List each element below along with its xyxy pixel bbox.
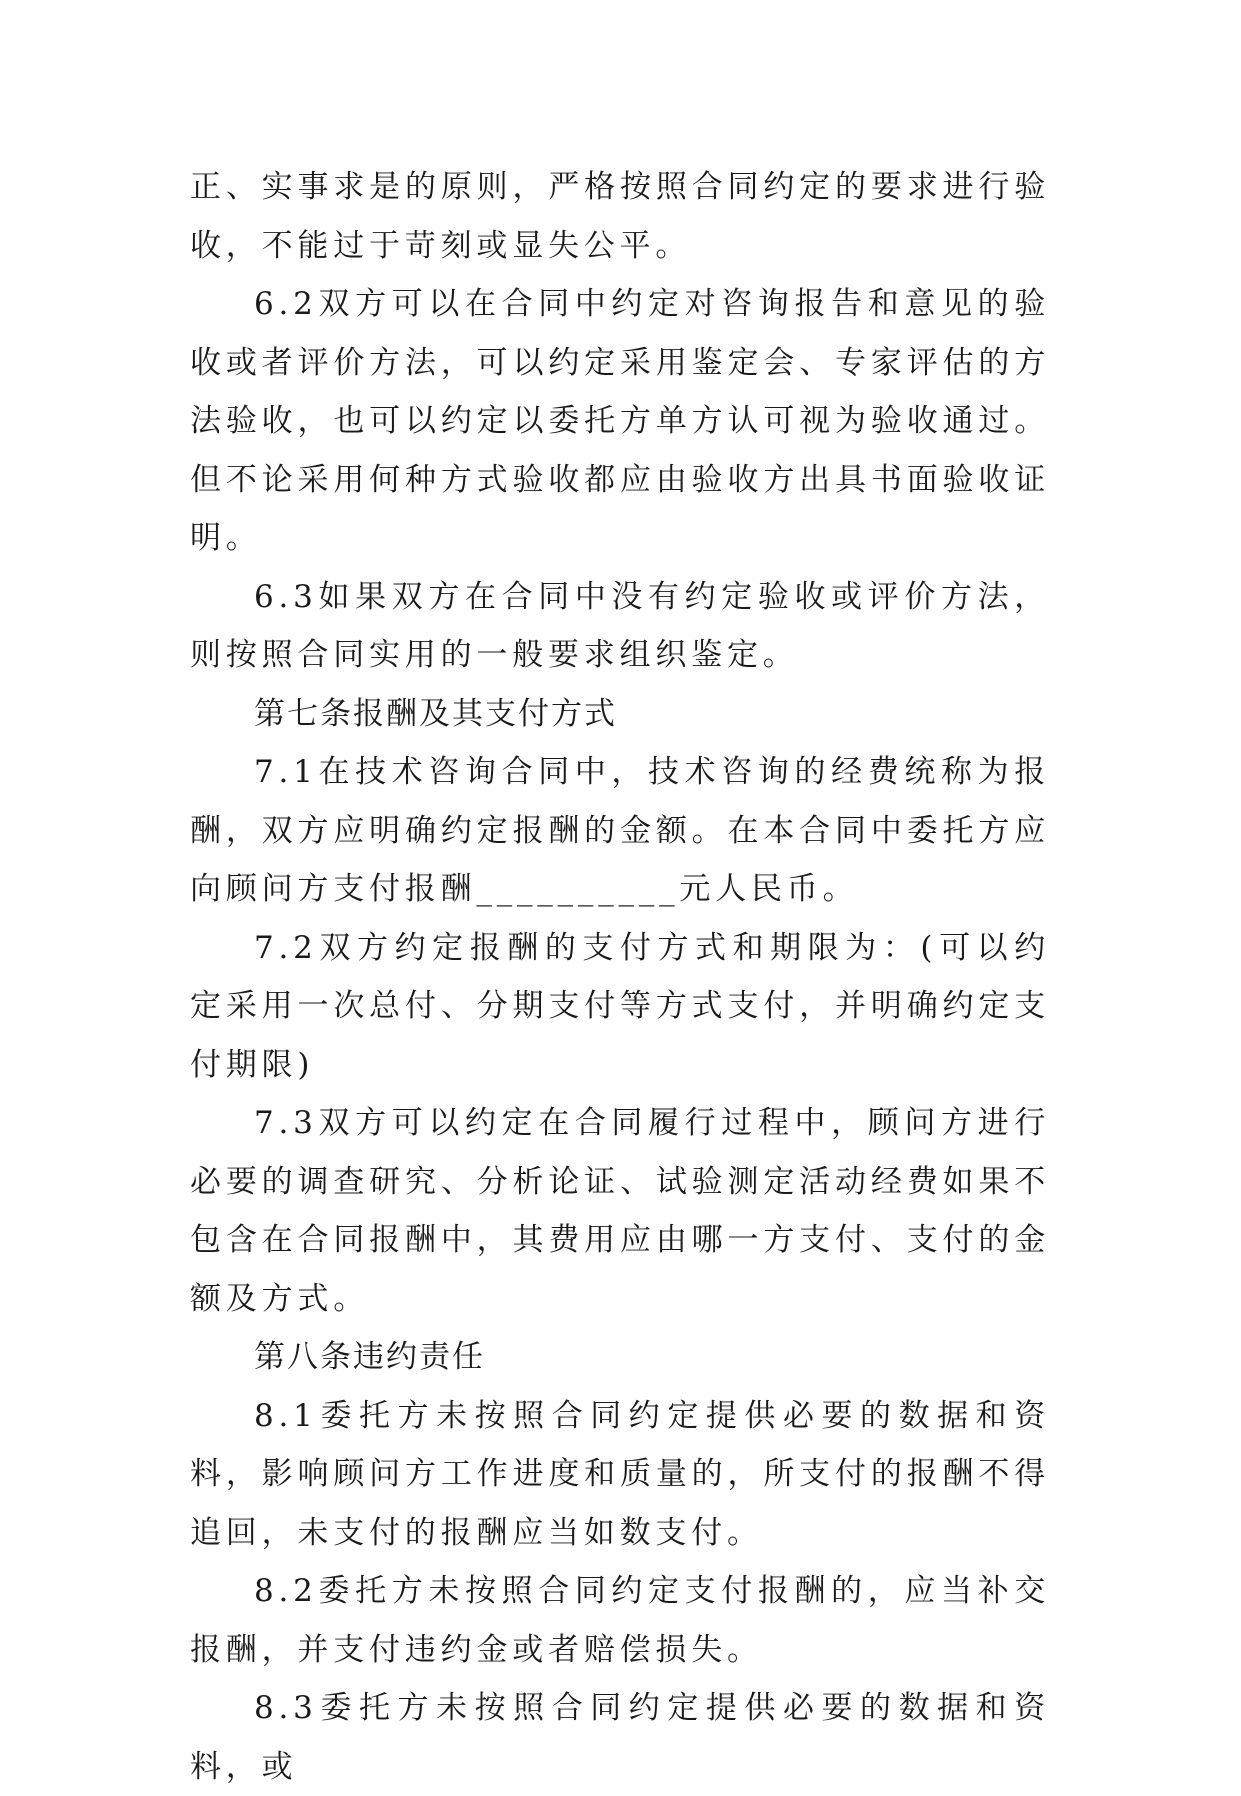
paragraph-8-2: 8.2委托方未按照合同约定支付报酬的，应当补交报酬，并支付违约金或者赔偿损失。: [190, 1573, 1050, 1668]
paragraph-acceptance-principle: 正、实事求是的原则，严格按照合同约定的要求进行验收，不能过于苛刻或显失公平。: [190, 169, 1050, 264]
paragraph-8-3: 8.3委托方未按照合同约定提供必要的数据和资料，或: [190, 1690, 1050, 1785]
paragraph-6-2: 6.2双方可以在合同中约定对咨询报告和意见的验收或者评价方法，可以约定采用鉴定会、专家评估的方法验收，也可以约定以委托方单方认可视为验收通过。但不论采用何种方式验收都应由验收方出具书面验收证明。: [190, 286, 1050, 556]
document-body: [190, 158, 1050, 1796]
paragraph-7-1: 7.1在技术咨询合同中，技术咨询的经费统称为报酬，双方应明确约定报酬的金额。在本合同中委托方应向顾问方支付报酬__________元人民币。: [190, 754, 1050, 907]
paragraph-8-1: 8.1委托方未按照合同约定提供必要的数据和资料，影响顾问方工作进度和质量的，所支付的报酬不得追回，未支付的报酬应当如数支付。: [190, 1397, 1050, 1551]
section-heading-article-7: 第七条报酬及其支付方式: [254, 695, 617, 732]
paragraph-7-3: 7.3双方可以约定在合同履行过程中，顾问方进行必要的调查研究、分析论证、试验测定活动经费如果不包含在合同报酬中，其费用应由哪一方支付、支付的金额及方式。: [190, 1105, 1050, 1317]
paragraph-7-2: 7.2双方约定报酬的支付方式和期限为：(可以约定采用一次总付、分期支付等方式支付，并明确约定支付期限): [190, 929, 1050, 1083]
section-heading-article-8: 第八条违约责任: [254, 1339, 485, 1375]
paragraph-6-3: 6.3如果双方在合同中没有约定验收或评价方法，则按照合同实用的一般要求组织鉴定。: [190, 578, 1050, 673]
